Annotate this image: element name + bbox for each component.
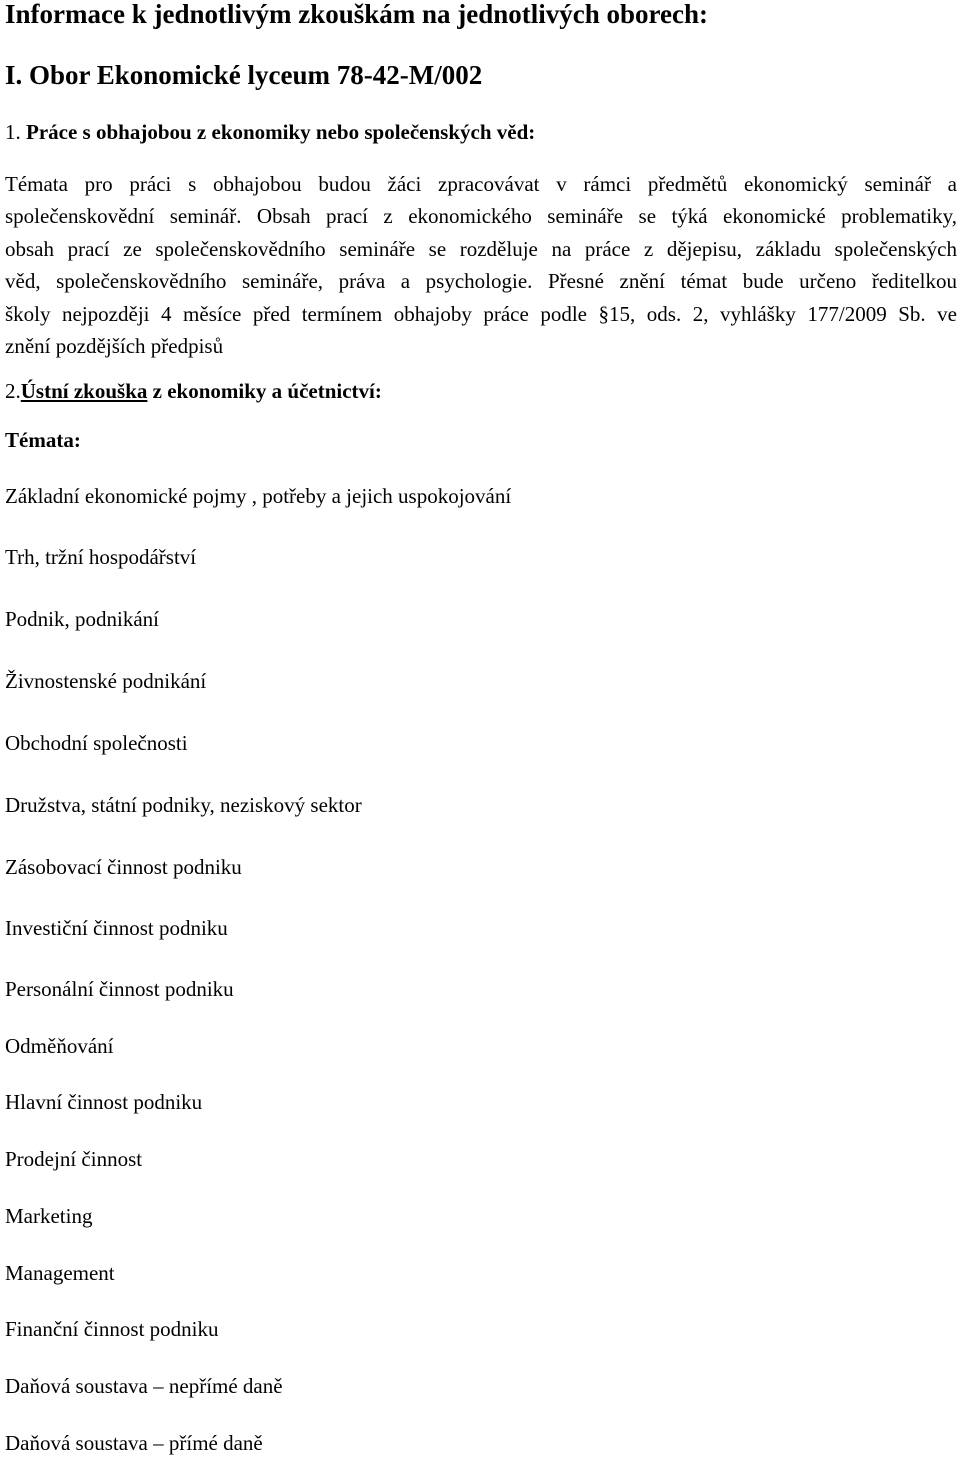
topic-item: Živnostenské podnikání — [5, 669, 207, 693]
section-1-heading — [5, 118, 535, 146]
section-2-title-rest: z ekonomiky a účetnictví: — [147, 379, 382, 403]
topic-item: Finanční činnost podniku — [5, 1317, 219, 1341]
topic-item: Hlavní činnost podniku — [5, 1090, 203, 1114]
topic-item: Zásobovací činnost podniku — [5, 855, 242, 879]
paragraph-line: Témata pro práci s obhajobou budou žáci zpracovávat v rámci předmětů ekonomický seminář a — [5, 172, 957, 196]
document-heading: Informace k jednotlivým zkouškám na jednotlivých oborech: — [5, 0, 709, 29]
topic-item: Investiční činnost podniku — [5, 916, 228, 940]
paragraph-line: věd, společenskovědního semináře, práva a psychologie. Přesné znění témat bude určeno ředitelkou — [5, 269, 957, 294]
topic-item: Marketing — [5, 1204, 93, 1228]
paragraph-line: společenskovědní seminář. Obsah prací z ekonomického semináře se týká ekonomické problematiky, — [5, 204, 957, 229]
topic-item: Personální činnost podniku — [5, 977, 234, 1001]
program-title: I. Obor Ekonomické lyceum 78-42-M/002 — [5, 60, 483, 90]
section-2-title-underlined: Ústní zkouška — [20, 379, 148, 403]
topic-item: Obchodní společnosti — [5, 731, 188, 755]
topic-item: Družstva, státní podniky, neziskový sektor — [5, 793, 362, 817]
topic-item: Daňová soustava – přímé daně — [5, 1431, 263, 1455]
paragraph-line: znění pozdějších předpisů — [5, 334, 224, 359]
topic-item: Prodejní činnost — [5, 1147, 143, 1171]
topic-item: Podnik, podnikání — [5, 607, 160, 631]
section-1-paragraph — [5, 168, 957, 362]
paragraph-line: obsah prací ze společenskovědního semináře se rozděluje na práce z dějepisu, základu společenských — [5, 236, 957, 261]
paragraph-line: školy nejpozději 4 měsíce před termínem obhajoby práce podle §15, ods. 2, vyhlášky 177/2009 Sb. ve — [5, 301, 957, 326]
topic-item: Základní ekonomické pojmy , potřeby a jejich uspokojování — [5, 484, 512, 508]
section-2-heading — [5, 377, 382, 405]
topic-item: Odměňování — [5, 1034, 114, 1058]
section-2-number: 2. — [5, 379, 21, 403]
topic-item: Management — [5, 1261, 115, 1285]
topic-item: Daňová soustava – nepřímé daně — [5, 1374, 283, 1398]
topics-label: Témata: — [5, 428, 81, 452]
topic-item: Trh, tržní hospodářství — [5, 545, 197, 569]
section-1-number: 1. — [5, 120, 21, 144]
section-1-title: Práce s obhajobou z ekonomiky nebo společenských věd: — [26, 120, 536, 144]
